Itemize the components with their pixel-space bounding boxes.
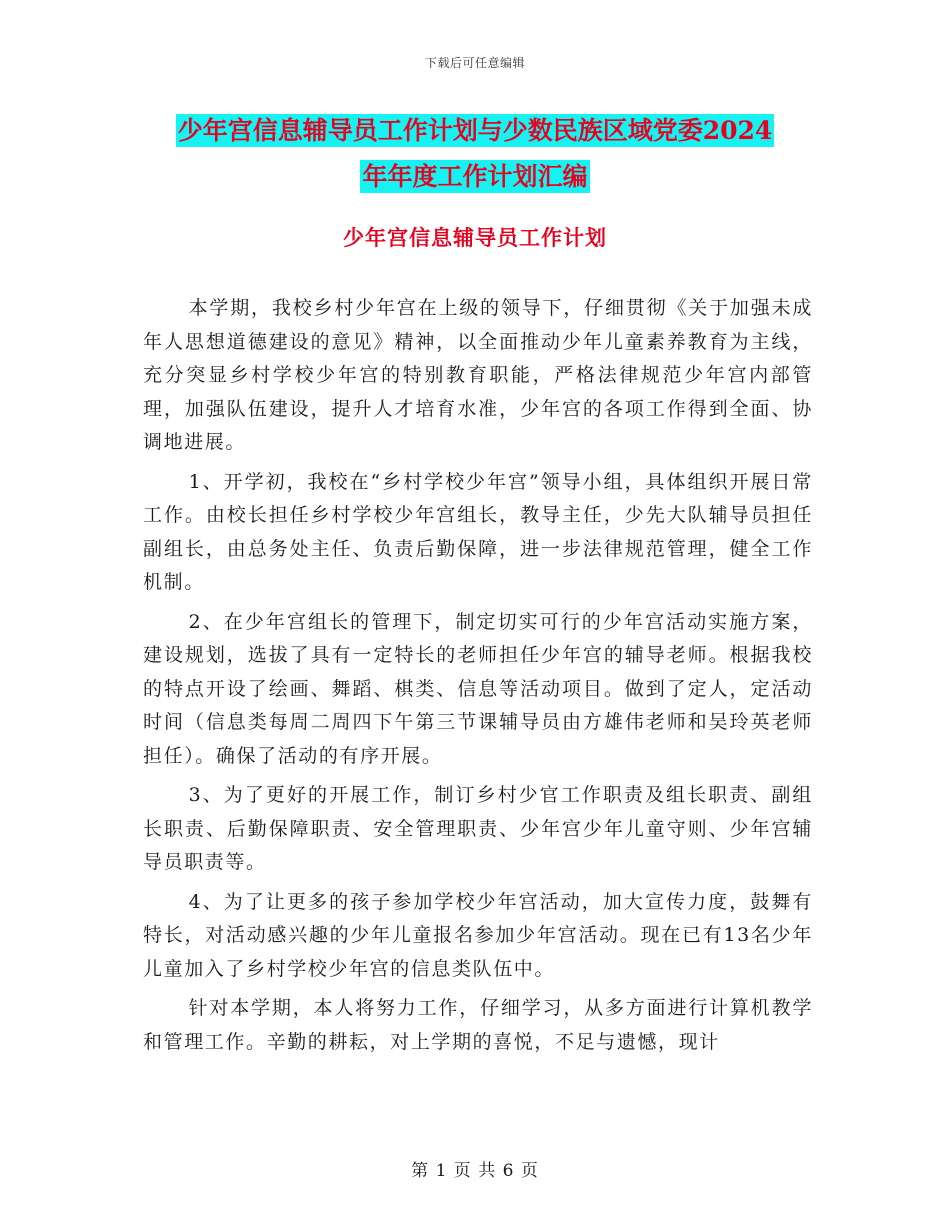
- document-title: [150, 108, 800, 200]
- header-note: 下载后可任意编辑: [424, 56, 525, 70]
- paragraph-closing: 针对本学期，本人将努力工作，仔细学习，从多方面进行计算机教学和管理工作。辛勤的耕耘，对上学期的喜悦，不足与遗憾，现计: [143, 997, 813, 1053]
- document-title-line-1: 少年宫信息辅导员工作计划与少数民族区域党委2024: [177, 116, 773, 145]
- paragraph-intro: 本学期，我校乡村少年宫在上级的领导下，仔细贯彻《关于加强未成年人思想道德建设的意见》精神，以全面推动少年儿童素养教育为主线，充分突显乡村学校少年宫的特别教育职能，严格法律规范少年宫内部管理，加强队伍建设，提升人才培育水准，少年宫的各项工作得到全面、协调地进展。: [143, 297, 813, 453]
- body-text: [143, 292, 813, 1065]
- section-title: 少年宫信息辅导员工作计划: [343, 225, 607, 250]
- paragraph-item-1: 1、开学初，我校在“乡村学校少年宫”领导小组，具体组织开展日常工作。由校长担任乡村学校少年宫组长，教导主任，少先大队辅导员担任副组长，由总务处主任、负责后勤保障，进一步法律规范管理，健全工作机制。: [143, 470, 813, 593]
- paragraph-item-3: 3、为了更好的开展工作，制订乡村少官工作职责及组长职责、副组长职责、后勤保障职责、安全管理职责、少年宫少年儿童守则、少年宫辅导员职责等。: [143, 784, 813, 873]
- document-title-line-2: 年年度工作计划汇编: [362, 162, 588, 191]
- paragraph-item-4: 4、为了让更多的孩子参加学校少年宫活动，加大宣传力度，鼓舞有特长，对活动感兴趣的少年儿童报名参加少年宫活动。现在已有13名少年儿童加入了乡村学校少年宫的信息类队伍中。: [143, 890, 813, 980]
- paragraph-item-2: 2、在少年宫组长的管理下，制定切实可行的少年宫活动实施方案，建设规划，选拔了具有一定特长的老师担任少年宫的辅导老师。根据我校的特点开设了绘画、舞蹈、棋类、信息等活动项目。做到了定人，定活动时间（信息类每周二周四下午第三节课辅导员由方雄伟老师和吴玲英老师担任）。确保了活动的有序开展。: [143, 610, 813, 767]
- page-number-footer: 第 1 页 共 6 页: [411, 1161, 539, 1181]
